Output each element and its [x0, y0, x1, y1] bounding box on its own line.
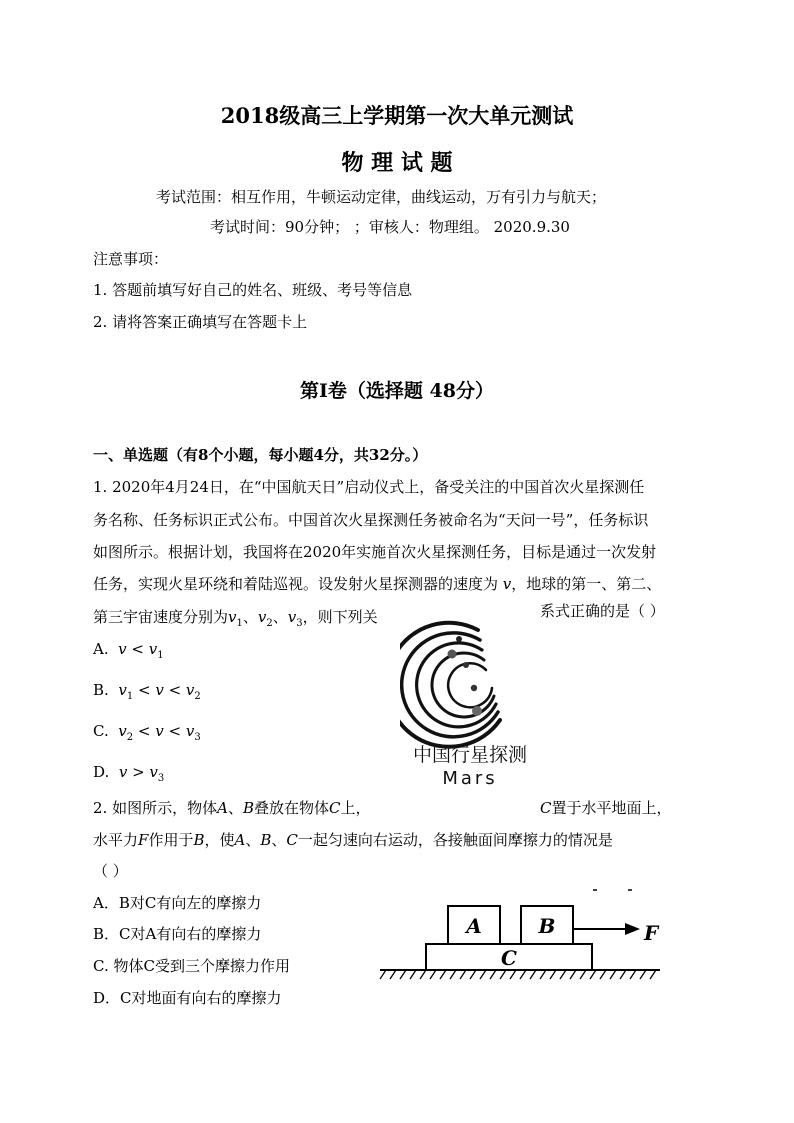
orbit-dot: [456, 636, 462, 642]
section-title: 第Ⅰ卷（选择题 48分）: [300, 380, 494, 402]
orbit-dot: [472, 706, 482, 716]
label-c: C: [501, 946, 517, 970]
q1-line-1: 1. 2020年4月24日，在“中国航天日”启动仪式上，备受关注的中国首次火星探测任: [93, 478, 645, 496]
arrow-head-icon: [625, 923, 640, 935]
note-item-2: 2. 请将答案正确填写在答题卡上: [93, 313, 308, 331]
q1-line-5-tail: 系式正确的是（ ）: [540, 602, 665, 620]
orbit-dot: [448, 650, 457, 659]
q2-line-3: （ ）: [93, 862, 128, 880]
q1-line-2: 务名称、任务标识正式公布。中国首次火星探测任务被命名为“天问一号”，任务标识: [93, 511, 649, 529]
q2-line-1-tail: C置于水平地面上，: [540, 799, 672, 817]
q1-line-3: 如图所示。根据计划，我国将在2020年实施首次火星探测任务，目标是通过一次发射: [93, 543, 657, 561]
subject-title: 物 理 试 题: [341, 150, 453, 176]
q2-option-b: B．C对A有向右的摩擦力: [93, 925, 262, 943]
q1-line-4: 任务，实现火星环绕和着陆巡视。设发射火星探测器的速度为 v，地球的第一、第二、: [93, 575, 662, 593]
note-item-1: 1. 答题前填写好自己的姓名、班级、考号等信息: [93, 281, 413, 299]
q1-line-5: 第三宇宙速度分别为$v_1$、$v_2$、$v_3$，则下列关: [93, 608, 378, 629]
exam-title: 2018级高三上学期第一次大单元测试: [220, 103, 574, 128]
q2-option-d: D．C对地面有向右的摩擦力: [93, 989, 282, 1007]
logo-en-text: Mars: [442, 768, 498, 789]
exam-info: 考试时间：90分钟； ；审核人：物理组。 2020.9.30: [210, 218, 570, 236]
label-b: B: [538, 914, 556, 938]
q1-option-d: D. $v > v_3$: [93, 763, 165, 784]
q2-option-a: A．B对C有向左的摩擦力: [93, 894, 262, 912]
label-a: A: [466, 914, 482, 938]
orbit-dot: [463, 662, 469, 668]
orbit-dot: [471, 685, 477, 691]
exam-scope: 考试范围：相互作用，牛顿运动定律，曲线运动，万有引力与航天；: [156, 188, 607, 206]
q1-option-a: A. $v < v_1$: [93, 640, 164, 661]
q2-line-1: 2. 如图所示，物体A、B叠放在物体C上，: [93, 799, 371, 817]
logo-cn-text: 中国行星探测: [412, 744, 528, 766]
label-f: F: [644, 921, 659, 945]
part-heading: 一、单选题（有8个小题，每小题4分，共32分。）: [93, 446, 428, 464]
q1-option-c: C. $v_2 < v < v_3$: [93, 722, 201, 743]
notes-heading: 注意事项：: [93, 250, 169, 268]
q2-option-c: C. 物体C受到三个摩擦力作用: [93, 957, 290, 975]
blocks-diagram: [378, 884, 668, 984]
mars-logo-image: [400, 618, 540, 790]
q2-line-2: 水平力F作用于B，使A、B、C一起匀速向右运动，各接触面间摩擦力的情况是: [93, 831, 613, 849]
q1-option-b: B. $v_1 < v < v_2$: [93, 681, 201, 702]
